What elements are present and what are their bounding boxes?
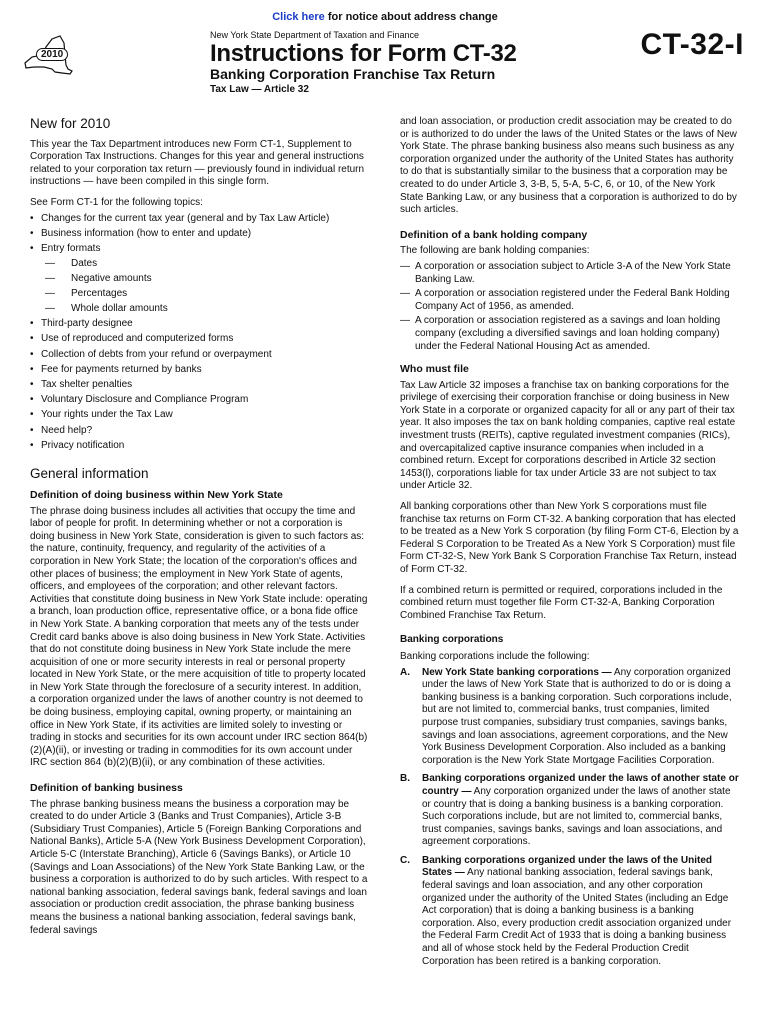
doing-business-paragraph: The phrase doing business includes all activities that occupy the time and labor of people for profit. In determining whether or not a corporation is doing business in New York State, consideration is given to such factors as: the nature, continuity, frequency, and regularity of the activities of a corporation in New York State; the location of the corporation's offices and other places of business; the employment in New York State of agents, officers, and employees of the corporation; and other relevant factors. Activities that constitute doing business in New York State include: operating a branch, loan production office, representative office, or a bona fide office in New York State. A banking corporation that meets any of the tests under Credit card banks above is also doing business in New York State. Activities that do not constitute doing business in New York State include the mere acquisition of one or more security interests in real or personal property located in New York State, or the mere acquisition of title to property located in New York State through the foreclosure of a security interest. In addition, a corporation organized under the laws of another country is not deemed to be doing business, employing capital, owning property, or maintaining an office in New York State, if its activities are limited solely to investing or trading in stocks and securities for its own account under IRC section 864(b)(2)(A)(ii), or investing or trading in commodities for its own account under IRC section 864 (b)(2)(B)(ii), or any combination of these activities.: [30, 505, 368, 769]
holding-company-list: [400, 261, 740, 353]
doing-business-heading: Definition of doing business within New York State: [30, 488, 283, 501]
bank-holding-company-heading: Definition of a bank holding company: [400, 228, 588, 241]
item-body: Banking corporations organized under the laws of the United States — Any national banking association, federal savings bank, federal savings and loan association, and any other corporation organized under the authority of the United States (including an Edge Act corporation) that is doing a banking business is a banking corporation. Also, every production credit association organized under the Federal Farm Credit Act of 1933 that is doing a banking business and all of whose stock held by the Federal Production Credit Corporation has been retired is a banking corporation.: [422, 854, 732, 967]
address-change-link[interactable]: Click here: [272, 11, 325, 23]
list-item: • Use of reproduced and computerized forms: [30, 333, 368, 346]
list-item: • Your rights under the Tax Law: [30, 409, 368, 422]
list-item: [400, 855, 740, 968]
list-item: • Changes for the current tax year (general and by Tax Law Article): [30, 213, 368, 226]
list-item: — A corporation or association registered under the Federal Bank Holding Company Act of 1956, as amended.: [400, 288, 740, 313]
banking-business-heading: Definition of banking business: [30, 782, 183, 795]
list-item: • Business information (how to enter and update): [30, 228, 368, 241]
who-must-file-paragraph-3: If a combined return is permitted or required, corporations included in the combined return must together file Form CT-32-A, Banking Corporation Combined Franchise Tax Return.: [400, 584, 723, 621]
list-item: — A corporation or association registered as a savings and loan holding company (excluding a diversified savings and loan holding company) under the Federal National Housing Act as amended.: [400, 315, 740, 353]
item-body: Banking corporations organized under the laws of another state or country — Any corporation organized under the laws of another state or country that is doing a banking business is a banking corporation. Such corporations include, but are not limited to, commercial banks, trust companies, savings banks, savings and loan associations, and agreement corporations.: [422, 773, 739, 848]
list-item: [400, 773, 740, 849]
list-item: — Percentages: [41, 288, 368, 301]
page-subtitle: Banking Corporation Franchise Tax Return: [210, 66, 496, 82]
address-change-notice: [0, 11, 770, 23]
list-item: — A corporation or association subject to Article 3-A of the New York State Banking Law.: [400, 261, 740, 286]
page-title: Instructions for Form CT-32: [210, 40, 517, 67]
list-item: — Dates: [41, 258, 368, 271]
right-column: [400, 116, 740, 974]
who-must-file-paragraph-1: Tax Law Article 32 imposes a franchise tax on banking corporations for the privilege of exercising their corporation franchise or doing business in New York State in a corporate or organized capacity for all or any part of their tax year. It also imposes the tax on bank holding companies, captive real estate investment trusts (REITs), captive regulated investment companies (RICs), and overcapitalized captive insurance companies when included in a combined return. Except for corporations described in Article 32 section 1453(l), corporations liable for tax under Article 33 are not subject to tax under Article 32.: [400, 379, 736, 492]
list-item: [30, 243, 368, 316]
who-must-file-heading: Who must file: [400, 363, 469, 376]
banking-business-continued: and loan association, or production credit association may be created to do or is authorized to do under the laws of the United States or the laws of New York State. The phrase banking business also means such business as any corporation organized under the authority of the United States has authority to do that is substantially similar to the business that a corporation may be created to do under Article 3, 3-B, 5, 5-A, 5-C, 6, or 10, of the New York State Banking Law, or any business that a corporation is authorized to do by such articles.: [400, 116, 737, 216]
banking-business-paragraph: The phrase banking business means the business a corporation may be created to do under Article 3 (Banks and Trust Companies), Article 3-B (Subsidiary Trust Companies), Article 5 (Foreign Banking Corporations and National Banks), Article 5-A (New York Business Development Corporation), Article 5-C (Interstate Branching), Article 6 (Savings Banks), or Article 10 (Savings and Loan Associations) of the New York State Banking Law, or the business a corporation is authorized to do by such articles. With respect to a national banking association, federal savings bank, federal savings and loan association or production credit association, the phrase banking business means the business a national banking association, federal savings bank, federal savings: [30, 798, 368, 936]
list-item: • Fee for payments returned by banks: [30, 364, 368, 377]
notice-text: for notice about address change: [324, 11, 498, 23]
entry-formats-list: [41, 258, 368, 316]
list-item: [400, 667, 740, 768]
list-item: — Negative amounts: [41, 273, 368, 286]
item-letter: B.: [400, 773, 410, 785]
banking-corporations-heading: Banking corporations: [400, 634, 504, 646]
see-form-intro: See Form CT-1 for the following topics:: [30, 196, 203, 208]
list-item: • Tax shelter penalties: [30, 379, 368, 392]
list-item: • Collection of debts from your refund or overpayment: [30, 349, 368, 362]
list-item-label: Entry formats: [41, 242, 101, 254]
list-item: • Privacy notification: [30, 440, 368, 453]
list-item: • Third-party designee: [30, 318, 368, 331]
left-column: [30, 114, 368, 945]
department-name: New York State Department of Taxation and Finance: [210, 30, 419, 40]
tax-law-article: Tax Law — Article 32: [210, 84, 309, 95]
item-letter: C.: [400, 854, 410, 866]
item-body: New York State banking corporations — Any corporation organized under the laws of New York State that is authorized to do or is doing a banking business is a banking corporation. Such corporations include, but are not limited to, commercial banks, trust companies, limited purpose trust companies, subsidiary trust companies, savings banks, savings and loan associations, agreement corporations, and the New York Business Development Corporation. Also included as a banking corporation is the New York State Mortgage Facilities Corporation.: [422, 666, 732, 766]
topics-list: [30, 213, 368, 453]
new-for-2010-paragraph: This year the Tax Department introduces new Form CT-1, Supplement to Corporation Tax Instructions. Changes for this year and general instructions related to your corporation tax return — previously found in individual return instructions — have been compiled in this single form.: [30, 138, 365, 188]
tax-year-badge: 2010: [36, 48, 68, 61]
general-information-heading: General information: [30, 466, 149, 482]
item-letter: A.: [400, 666, 410, 678]
list-item: • Voluntary Disclosure and Compliance Program: [30, 394, 368, 407]
bank-holding-intro: The following are bank holding companies:: [400, 245, 590, 257]
who-must-file-paragraph-2: All banking corporations other than New York S corporations must file franchise tax returns on Form CT-32. A banking corporation that has elected to be treated as a New York S corporation (by filing Form CT-6, Election by a Federal S Corporation to be Treated As a New York S Corporation) must file Form CT-32-S, New York Bank S Corporation Franchise Tax Return, instead of Form CT-32.: [400, 501, 739, 575]
new-for-2010-heading: New for 2010: [30, 116, 111, 131]
form-code: CT-32-I: [640, 28, 744, 61]
list-item: — Whole dollar amounts: [41, 303, 368, 316]
banking-corporations-intro: Banking corporations include the following:: [400, 650, 590, 662]
list-item: • Need help?: [30, 425, 368, 438]
